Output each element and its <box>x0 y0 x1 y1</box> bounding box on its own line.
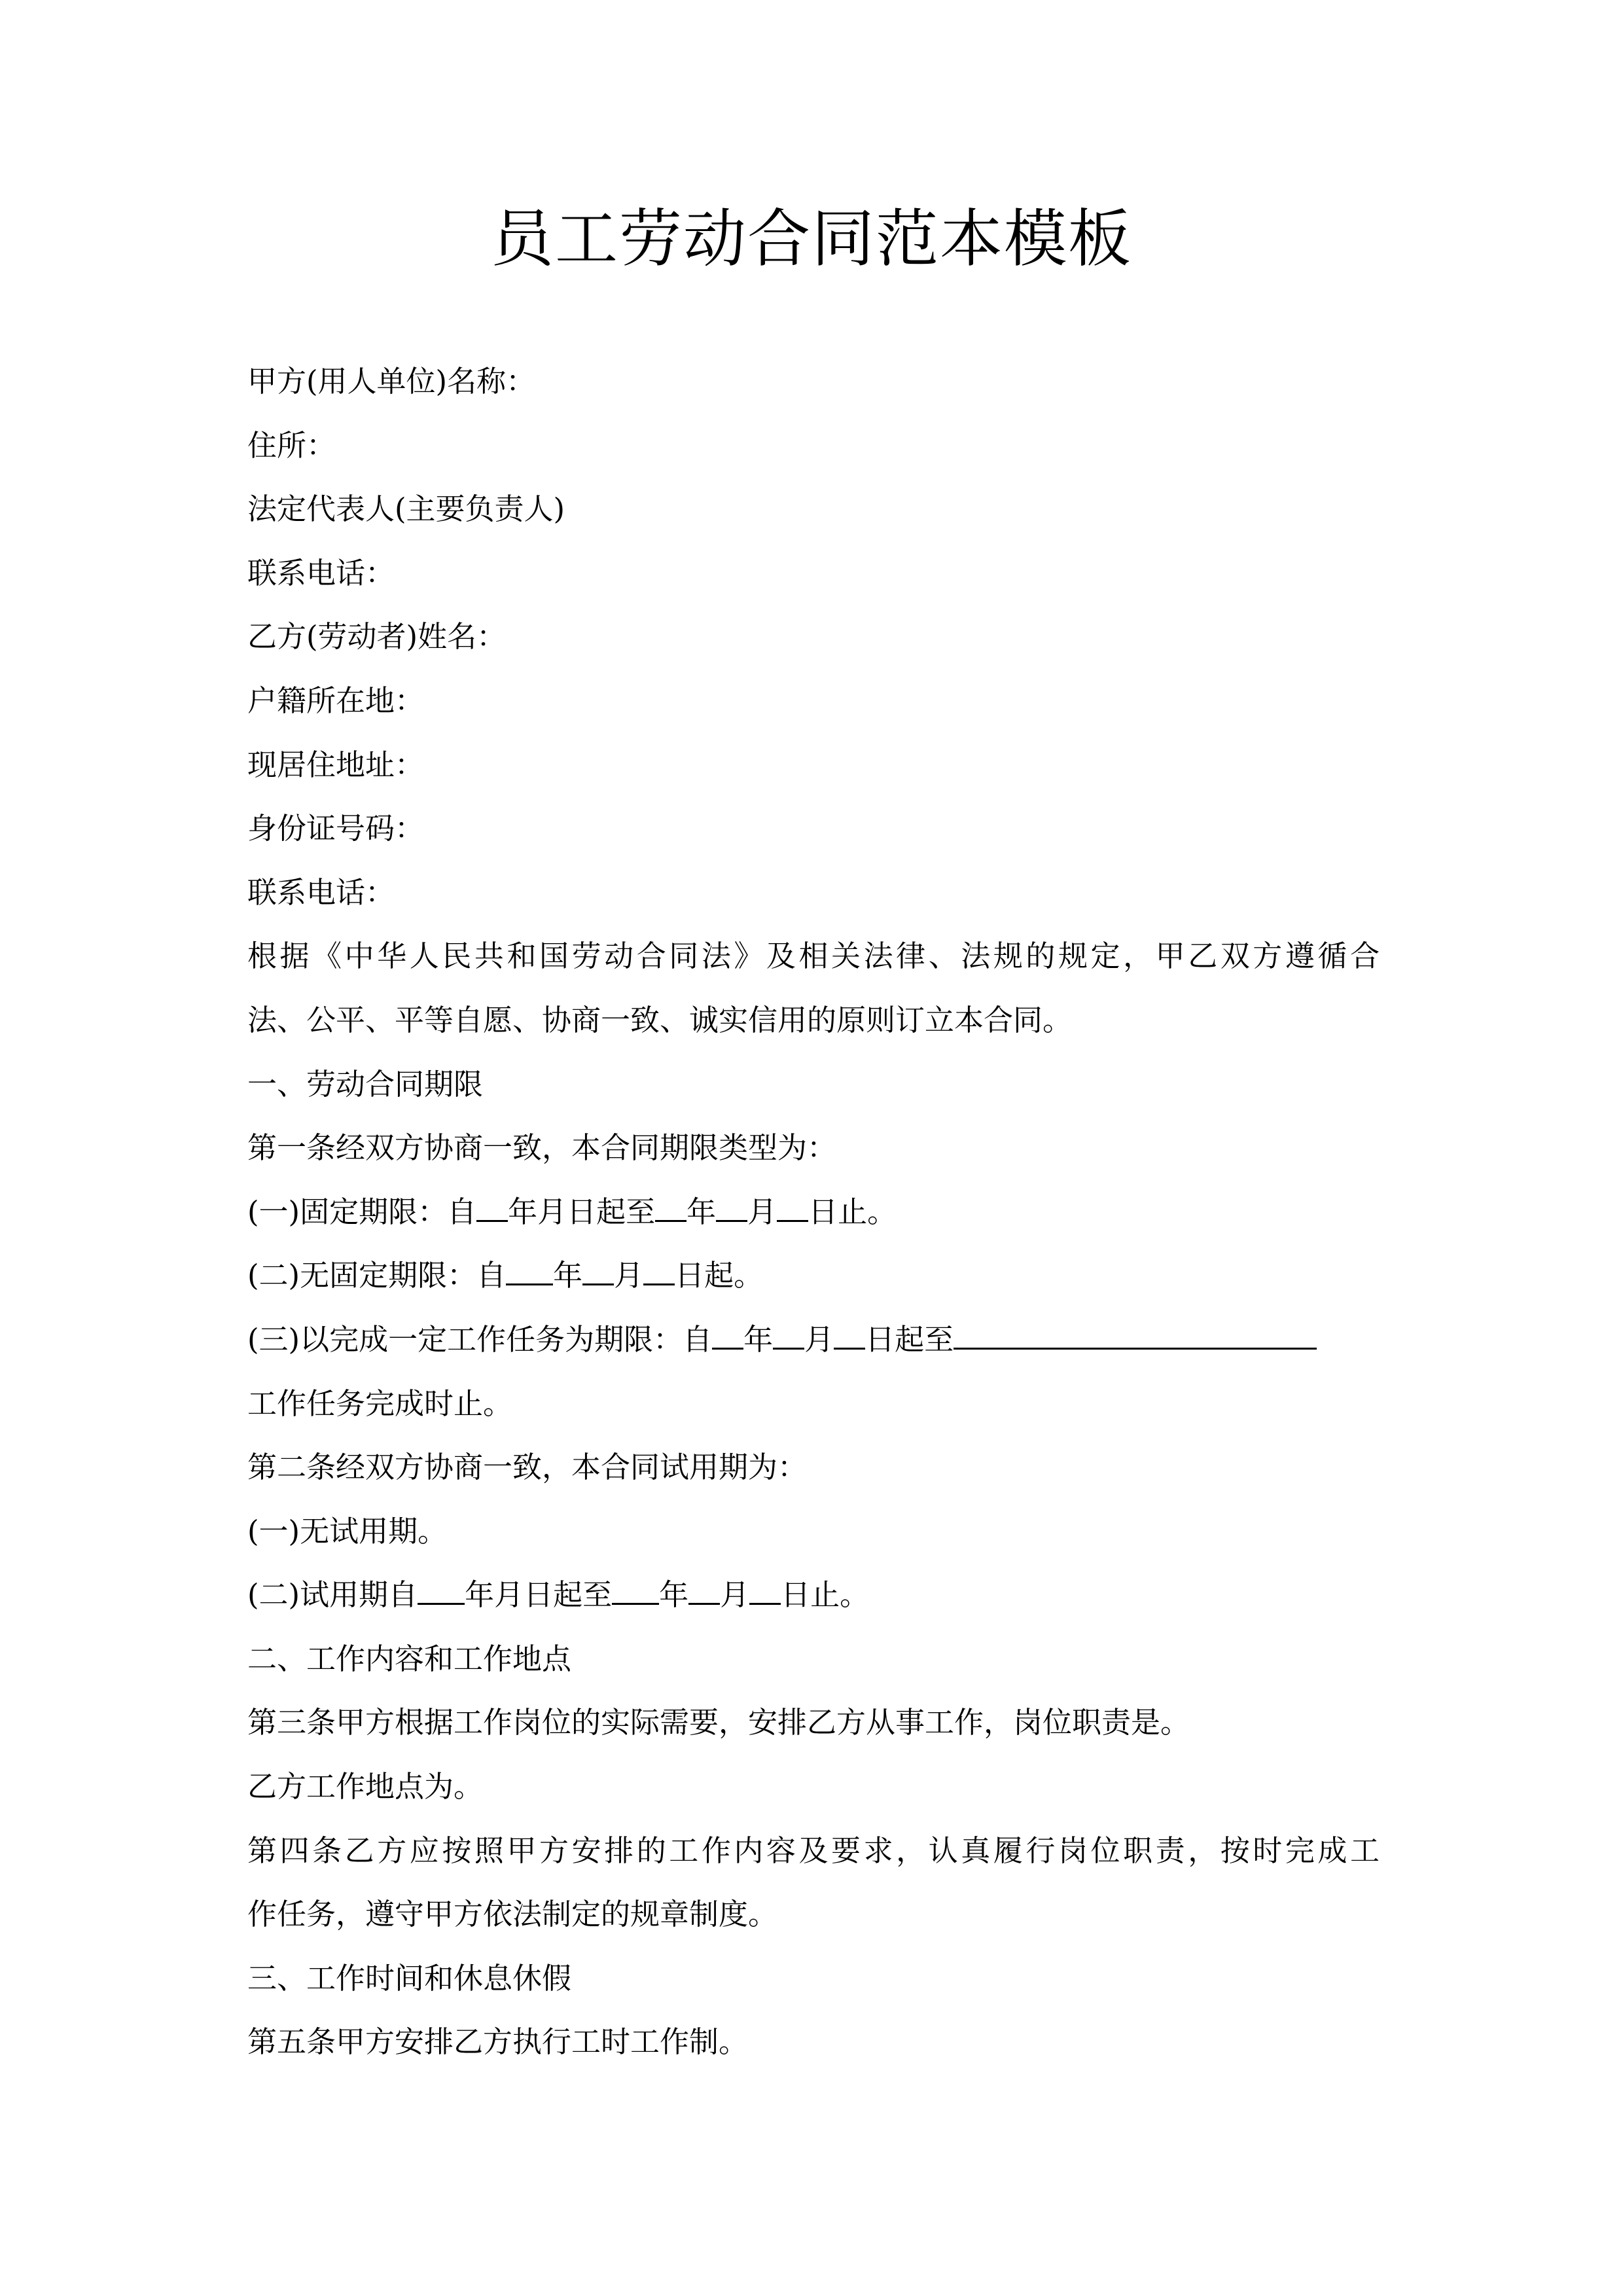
party-b-residence-label: 现居住地址： <box>247 747 425 782</box>
article-4-line-1: 第四条乙方应按照甲方安排的工作内容及要求，认真履行岗位职责，按时完成工 <box>247 1833 1380 1868</box>
text: 日止。 <box>781 1577 870 1613</box>
party-a-phone-label: 联系电话： <box>247 555 395 590</box>
text: 日起。 <box>675 1258 764 1293</box>
preamble-line-1: 根据《中华人民共和国劳动合同法》及相关法律、法规的规定，甲乙双方遵循合 <box>247 939 1380 974</box>
text: 年 <box>553 1258 583 1293</box>
text: 年月日起至 <box>465 1577 613 1613</box>
party-b-id-label: 身份证号码： <box>247 811 425 846</box>
party-b-name-label: 乙方(劳动者)姓名： <box>247 619 507 655</box>
term-option-task-based-end: 工作任务完成时止。 <box>247 1386 513 1421</box>
document-body <box>247 350 1380 2074</box>
text: 月 <box>614 1258 644 1293</box>
article-3: 第三条甲方根据工作岗位的实际需要，安排乙方从事工作，岗位职责是。 <box>247 1705 1190 1740</box>
trial-option-none: (一)无试用期。 <box>247 1513 448 1549</box>
text: 月 <box>804 1321 834 1357</box>
article-5: 第五条甲方安排乙方执行工时工作制。 <box>247 2024 749 2060</box>
text: (一)固定期限：自 <box>247 1194 477 1229</box>
blank-field <box>476 1195 508 1222</box>
article-1: 第一条经双方协商一致，本合同期限类型为： <box>247 1130 837 1166</box>
term-option-open-ended <box>247 1244 1380 1308</box>
party-a-address-label: 住所： <box>247 427 336 463</box>
text: 年 <box>743 1321 774 1357</box>
blank-field <box>954 1323 1317 1350</box>
party-a-name-label: 甲方(用人单位)名称： <box>247 364 536 399</box>
blank-field <box>582 1259 614 1285</box>
term-option-fixed <box>247 1180 1380 1244</box>
party-b-phone-label: 联系电话： <box>247 874 395 910</box>
party-a-legal-rep-label: 法定代表人(主要负责人) <box>247 492 565 527</box>
section-3-heading: 三、工作时间和休息休假 <box>247 1960 572 1996</box>
blank-field <box>716 1195 747 1222</box>
text: 日止。 <box>808 1194 897 1229</box>
blank-field <box>688 1578 720 1605</box>
blank-field <box>712 1323 743 1350</box>
section-1-heading: 一、劳动合同期限 <box>247 1066 484 1102</box>
term-option-task-based <box>247 1308 1380 1372</box>
text: (二)试用期自 <box>247 1577 418 1613</box>
text: 年月日起至 <box>508 1194 656 1229</box>
text: 年 <box>687 1194 717 1229</box>
blank-field <box>773 1323 804 1350</box>
preamble-line-2: 法、公平、平等自愿、协商一致、诚实信用的原则订立本合同。 <box>247 1002 1073 1037</box>
blank-field <box>655 1195 687 1222</box>
text: 月 <box>720 1577 750 1613</box>
text: 日起至 <box>865 1321 954 1357</box>
article-4-line-2: 作任务，遵守甲方依法制定的规章制度。 <box>247 1897 778 1932</box>
section-2-heading: 二、工作内容和工作地点 <box>247 1641 572 1676</box>
blank-field <box>777 1195 808 1222</box>
text: 月 <box>747 1194 777 1229</box>
blank-field <box>418 1578 465 1605</box>
blank-field <box>506 1259 553 1285</box>
text: (三)以完成一定工作任务为期限：自 <box>247 1321 713 1357</box>
text: (二)无固定期限：自 <box>247 1258 507 1293</box>
blank-field <box>749 1578 781 1605</box>
text: 年 <box>659 1577 689 1613</box>
document-title: 员工劳动合同范本模板 <box>491 202 1132 276</box>
party-b-household-label: 户籍所在地： <box>247 683 425 718</box>
blank-field <box>834 1323 865 1350</box>
article-2: 第二条经双方协商一致，本合同试用期为： <box>247 1450 808 1485</box>
blank-field <box>612 1578 659 1605</box>
trial-option-period <box>247 1563 1380 1627</box>
workplace: 乙方工作地点为。 <box>247 1769 484 1804</box>
blank-field <box>643 1259 675 1285</box>
